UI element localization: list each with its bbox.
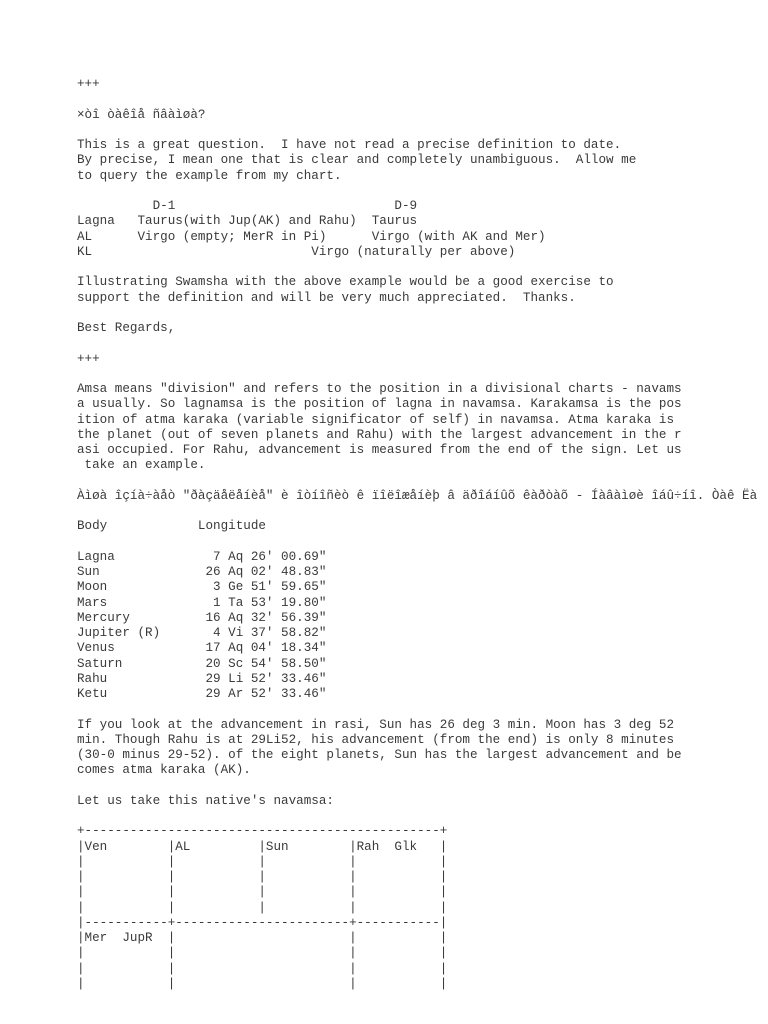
- text-line: Best Regards,: [77, 321, 176, 335]
- text-line: Àìøà îçíà÷àåò "ðàçäåëåíèå" è îòíîñèò ê ïîëîæåíèþ â äðîáíûõ êàðòàõ - Íàâàìøè îáû÷íî. Òàê Ëà: [77, 488, 758, 503]
- text-line: D-1 D-9: [77, 199, 418, 213]
- text-line: [77, 367, 768, 382]
- text-line: the planet (out of seven planets and Rahu) with the largest advancement in the r: [77, 427, 682, 442]
- text-line: Illustrating Swamsha with the above example would be a good exercise to: [77, 275, 614, 290]
- text-line: Jupiter (R) 4 Vi 37' 58.82": [77, 626, 327, 640]
- text-line: If you look at the advancement in rasi, Sun has 26 deg 3 min. Moon has 3 deg 52: [77, 717, 675, 732]
- text-line: | | | | |: [77, 854, 448, 869]
- text-line: Mercury 16 Aq 32' 56.39": [77, 610, 327, 625]
- text-line: [77, 779, 768, 794]
- text-line: |Ven |AL |Sun |Rah Glk |: [77, 839, 448, 854]
- text-line: By precise, I mean one that is clear and completely unambiguous. Allow me: [77, 153, 637, 168]
- text-line: | | | |: [77, 946, 448, 961]
- text-line: support the definition and will be very much appreciated. Thanks.: [77, 290, 576, 305]
- text-line: Body Longitude: [77, 519, 266, 534]
- text-line: | | | |: [77, 976, 448, 991]
- text-line: | | | | |: [77, 870, 448, 884]
- text-line: This is a great question. I have not read a precise definition to date.: [77, 138, 622, 152]
- text-line: take an example.: [77, 458, 206, 473]
- text-line: [77, 809, 768, 824]
- text-line: KL Virgo (naturally per above): [77, 244, 516, 259]
- text-line: Moon 3 Ge 51' 59.65": [77, 580, 327, 595]
- text-line: Venus 17 Aq 04' 18.34": [77, 641, 327, 656]
- text-line: Rahu 29 Li 52' 33.46": [77, 671, 327, 686]
- text-line: [77, 306, 768, 321]
- text-line: AL Virgo (empty; MerR in Pi) Virgo (with AK and Mer): [77, 229, 546, 244]
- text-line: [77, 92, 768, 107]
- text-line: a usually. So lagnamsa is the position of lagna in navamsa. Karakamsa is the pos: [77, 397, 682, 412]
- text-line: comes atma karaka (AK).: [77, 763, 251, 778]
- text-line: |Mer JupR | | |: [77, 931, 448, 945]
- text-line: [77, 123, 768, 138]
- text-line: +++: [77, 77, 100, 91]
- text-line: [77, 535, 768, 550]
- text-line: ×òî òàêîå ñâàìøà?: [77, 107, 206, 122]
- text-line: Saturn 20 Sc 54' 58.50": [77, 656, 327, 671]
- text-line: ition of atma karaka (variable significator of self) in navamsa. Atma karaka is: [77, 412, 675, 427]
- document-body: [77, 77, 768, 992]
- text-line: [77, 504, 768, 519]
- text-line: [77, 184, 768, 199]
- text-line: +-----------------------------------------------+: [77, 824, 448, 839]
- text-line: Mars 1 Ta 53' 19.80": [77, 595, 327, 610]
- text-line: Let us take this native's navamsa:: [77, 793, 334, 808]
- text-line: | | | | |: [77, 900, 448, 915]
- text-line: asi occupied. For Rahu, advancement is measured from the end of the sign. Let us: [77, 443, 682, 457]
- text-line: [77, 336, 768, 351]
- text-line: Ketu 29 Ar 52' 33.46": [77, 687, 327, 701]
- text-line: | | | |: [77, 961, 448, 976]
- text-line: [77, 702, 768, 717]
- text-line: to query the example from my chart.: [77, 168, 342, 183]
- text-line: Lagna Taurus(with Jup(AK) and Rahu) Taurus: [77, 214, 418, 229]
- text-line: Sun 26 Aq 02' 48.83": [77, 565, 327, 579]
- text-line: (30-0 minus 29-52). of the eight planets, Sun has the largest advancement and be: [77, 748, 682, 762]
- text-line: Amsa means "division" and refers to the position in a divisional charts - navams: [77, 382, 682, 396]
- text-line: | | | | |: [77, 885, 448, 900]
- text-line: |-----------+-----------------------+-----------|: [77, 915, 448, 930]
- text-line: [77, 474, 768, 489]
- text-line: Lagna 7 Aq 26' 00.69": [77, 549, 327, 564]
- text-line: [77, 260, 768, 275]
- text-line: min. Though Rahu is at 29Li52, his advancement (from the end) is only 8 minutes: [77, 732, 675, 747]
- text-line: +++: [77, 351, 100, 366]
